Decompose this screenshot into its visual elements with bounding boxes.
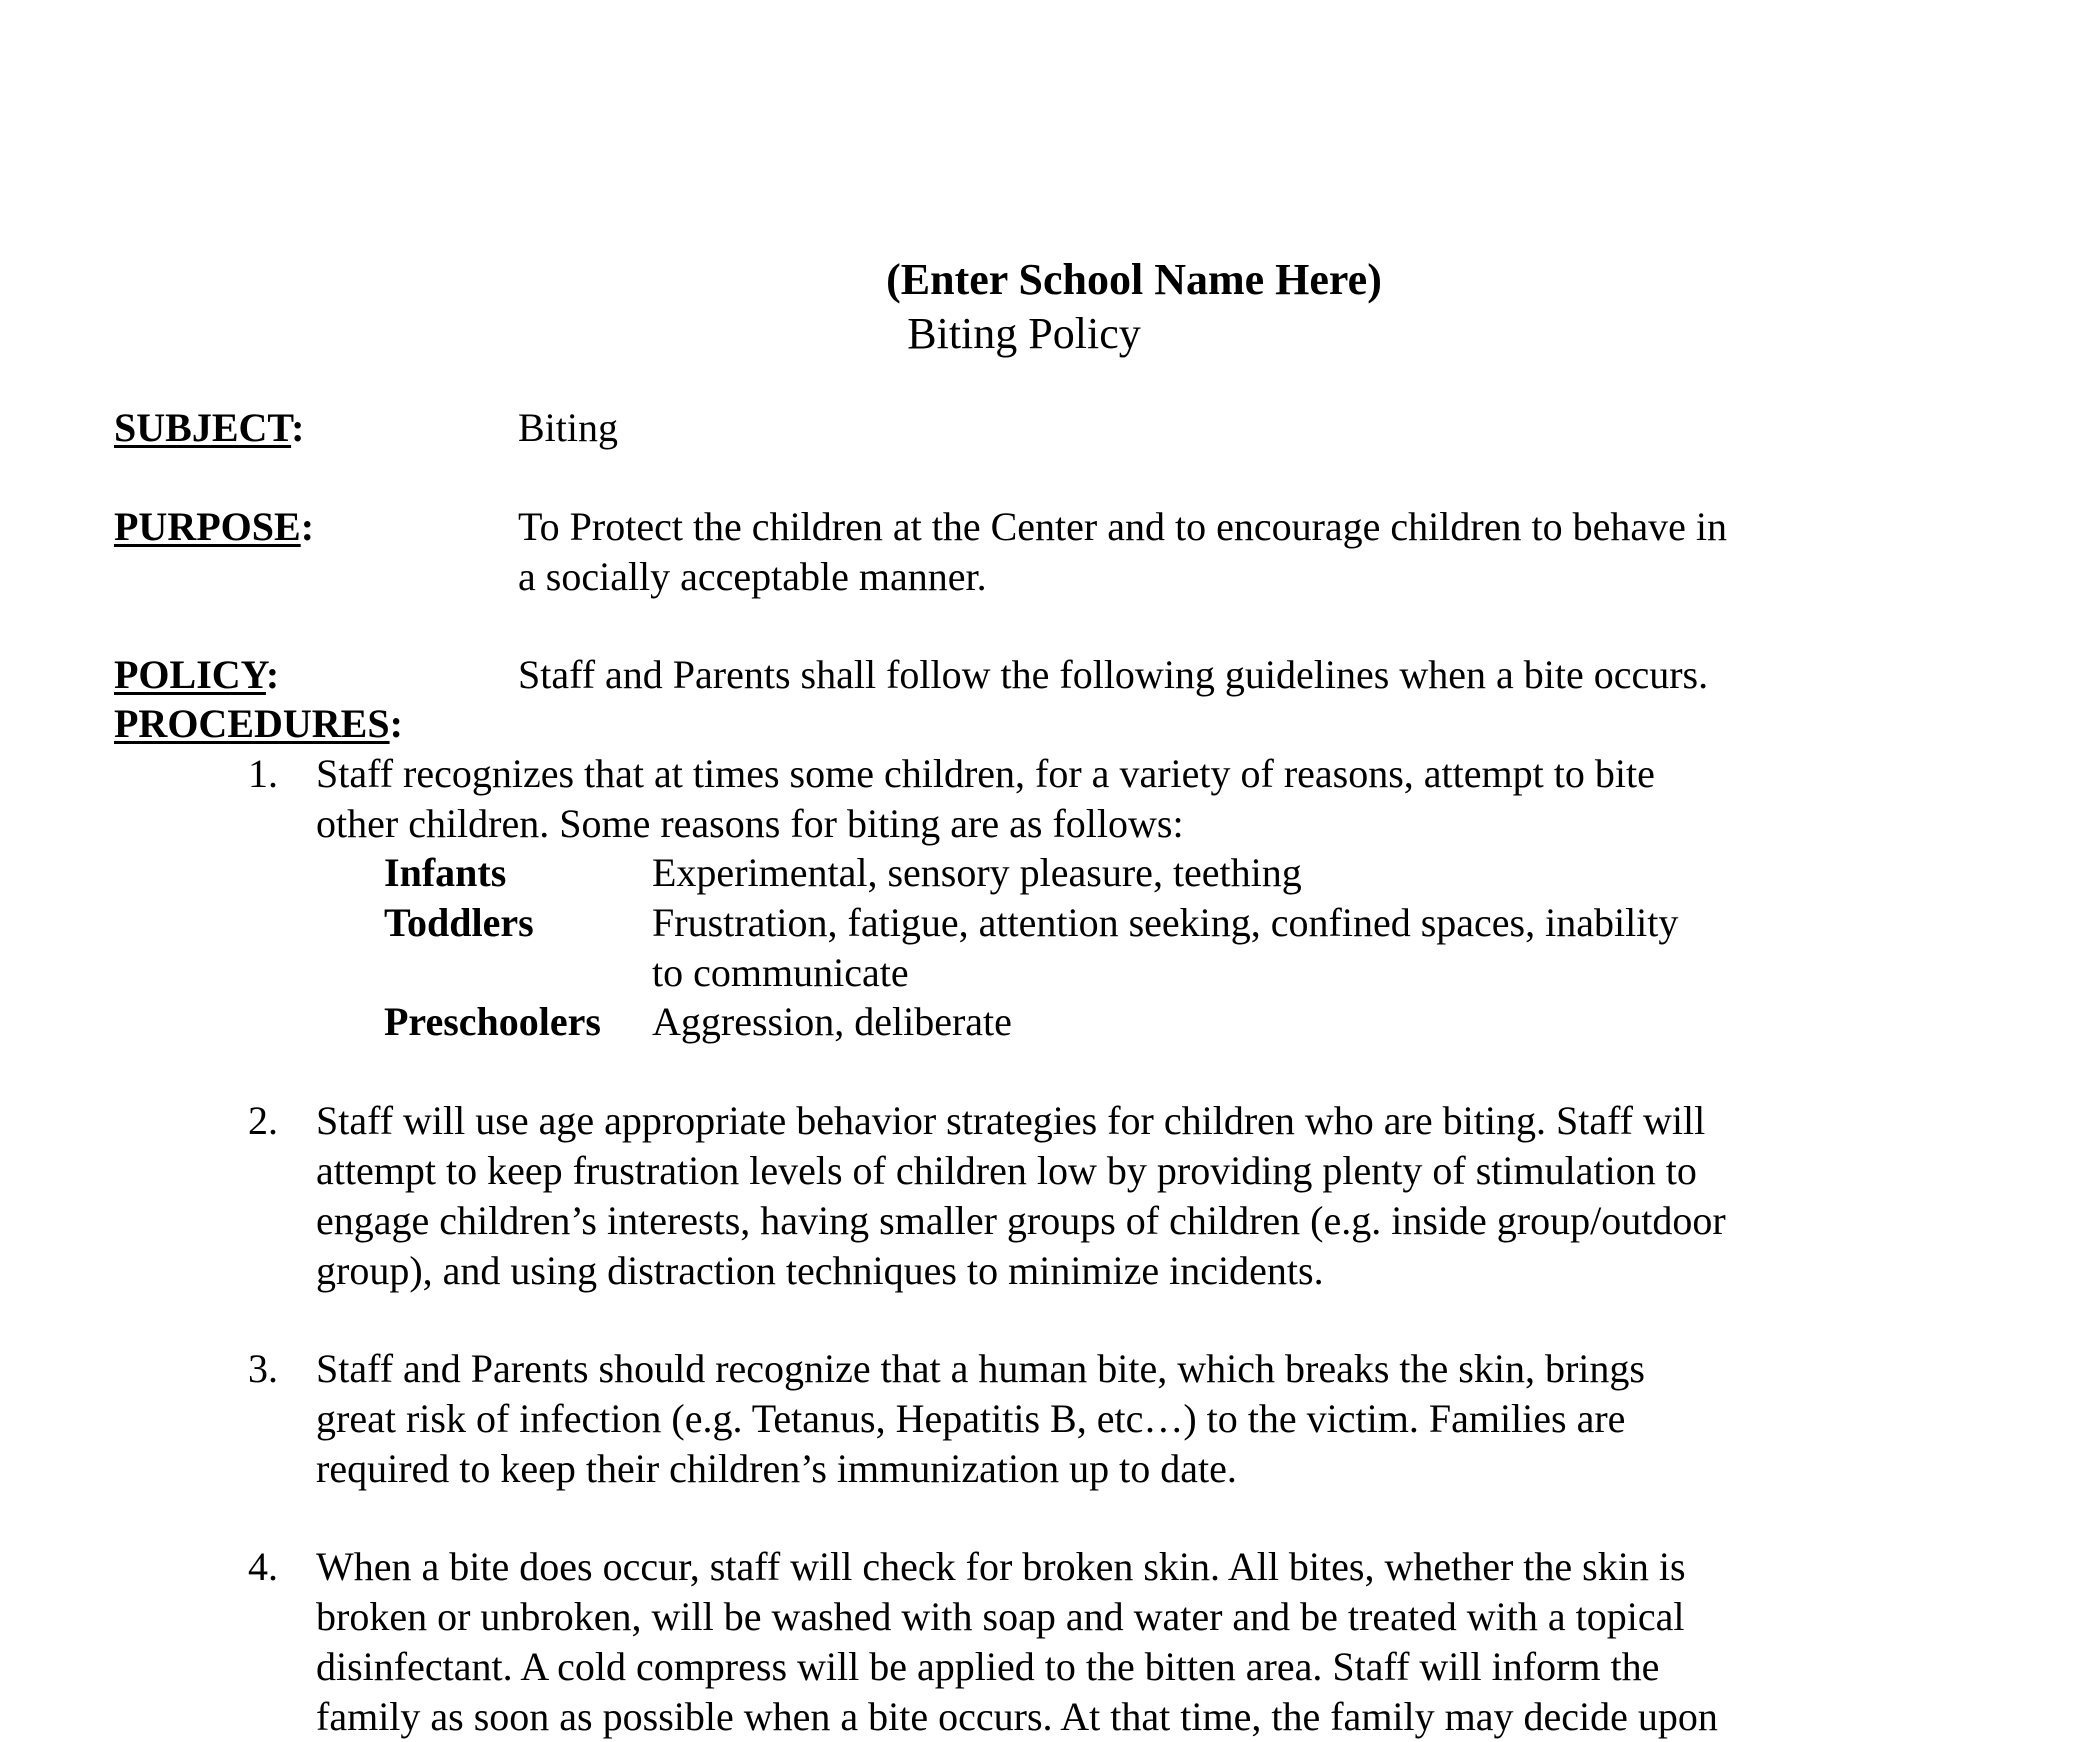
procedure-line: engage children’s interests, having smaller groups of children (e.g. inside group/outdoor — [316, 1198, 1726, 1243]
procedure-number: 4. — [248, 1544, 278, 1589]
procedure-line: great risk of infection (e.g. Tetanus, Hepatitis B, etc…) to the victim. Families are — [316, 1396, 1626, 1441]
procedure-line: When a bite does occur, staff will check for broken skin. All bites, whether the skin is — [316, 1544, 1686, 1589]
procedure-line: family as soon as possible when a bite occurs. At that time, the family may decide upon — [316, 1694, 1718, 1739]
procedure-number: 2. — [248, 1098, 278, 1143]
procedure-line: Staff will use age appropriate behavior strategies for children who are biting. Staff will — [316, 1098, 1706, 1143]
procedure-line: Staff and Parents should recognize that a human bite, which breaks the skin, brings — [316, 1346, 1645, 1391]
reason-description: to communicate — [652, 950, 909, 995]
procedure-line: attempt to keep frustration levels of children low by providing plenty of stimulation to — [316, 1148, 1697, 1193]
reason-description: Aggression, deliberate — [652, 999, 1012, 1044]
purpose-value-line-1: To Protect the children at the Center and to encourage children to behave in — [518, 504, 1727, 549]
reason-description: Frustration, fatigue, attention seeking, confined spaces, inability — [652, 900, 1679, 945]
reason-group-label: Infants — [384, 850, 507, 895]
procedure-line: broken or unbroken, will be washed with soap and water and be treated with a topical — [316, 1594, 1685, 1639]
procedure-number: 1. — [248, 751, 278, 796]
document-title: Biting Policy — [907, 309, 1141, 358]
procedure-line: required to keep their children’s immunization up to date. — [316, 1446, 1237, 1491]
procedure-text — [316, 749, 1836, 849]
procedure-line: other children. Some reasons for biting are as follows: — [316, 801, 1184, 846]
procedure-text — [316, 1096, 1836, 1296]
procedure-text — [316, 1344, 1836, 1494]
procedure-text — [316, 1542, 1836, 1742]
subject-label: SUBJECT: — [114, 405, 305, 450]
reason-row-toddlers — [0, 898, 2078, 998]
procedure-line: group), and using distraction techniques to minimize incidents. — [316, 1248, 1324, 1293]
subject-value: Biting — [518, 405, 619, 450]
policy-label: POLICY: — [114, 652, 280, 697]
school-name-heading: (Enter School Name Here) — [886, 255, 1382, 304]
policy-value: Staff and Parents shall follow the following guidelines when a bite occurs. — [518, 652, 1709, 697]
procedure-line: disinfectant. A cold compress will be applied to the bitten area. Staff will inform the — [316, 1644, 1660, 1689]
procedure-line: Staff recognizes that at times some children, for a variety of reasons, attempt to bite — [316, 751, 1655, 796]
reason-group-label: Preschoolers — [384, 999, 601, 1044]
purpose-value-line-2: a socially acceptable manner. — [518, 554, 987, 599]
procedures-label: PROCEDURES: — [114, 701, 403, 746]
purpose-label: PURPOSE: — [114, 504, 315, 549]
reason-group-label: Toddlers — [384, 900, 534, 945]
procedure-number: 3. — [248, 1346, 278, 1391]
reason-description: Experimental, sensory pleasure, teething — [652, 850, 1302, 895]
